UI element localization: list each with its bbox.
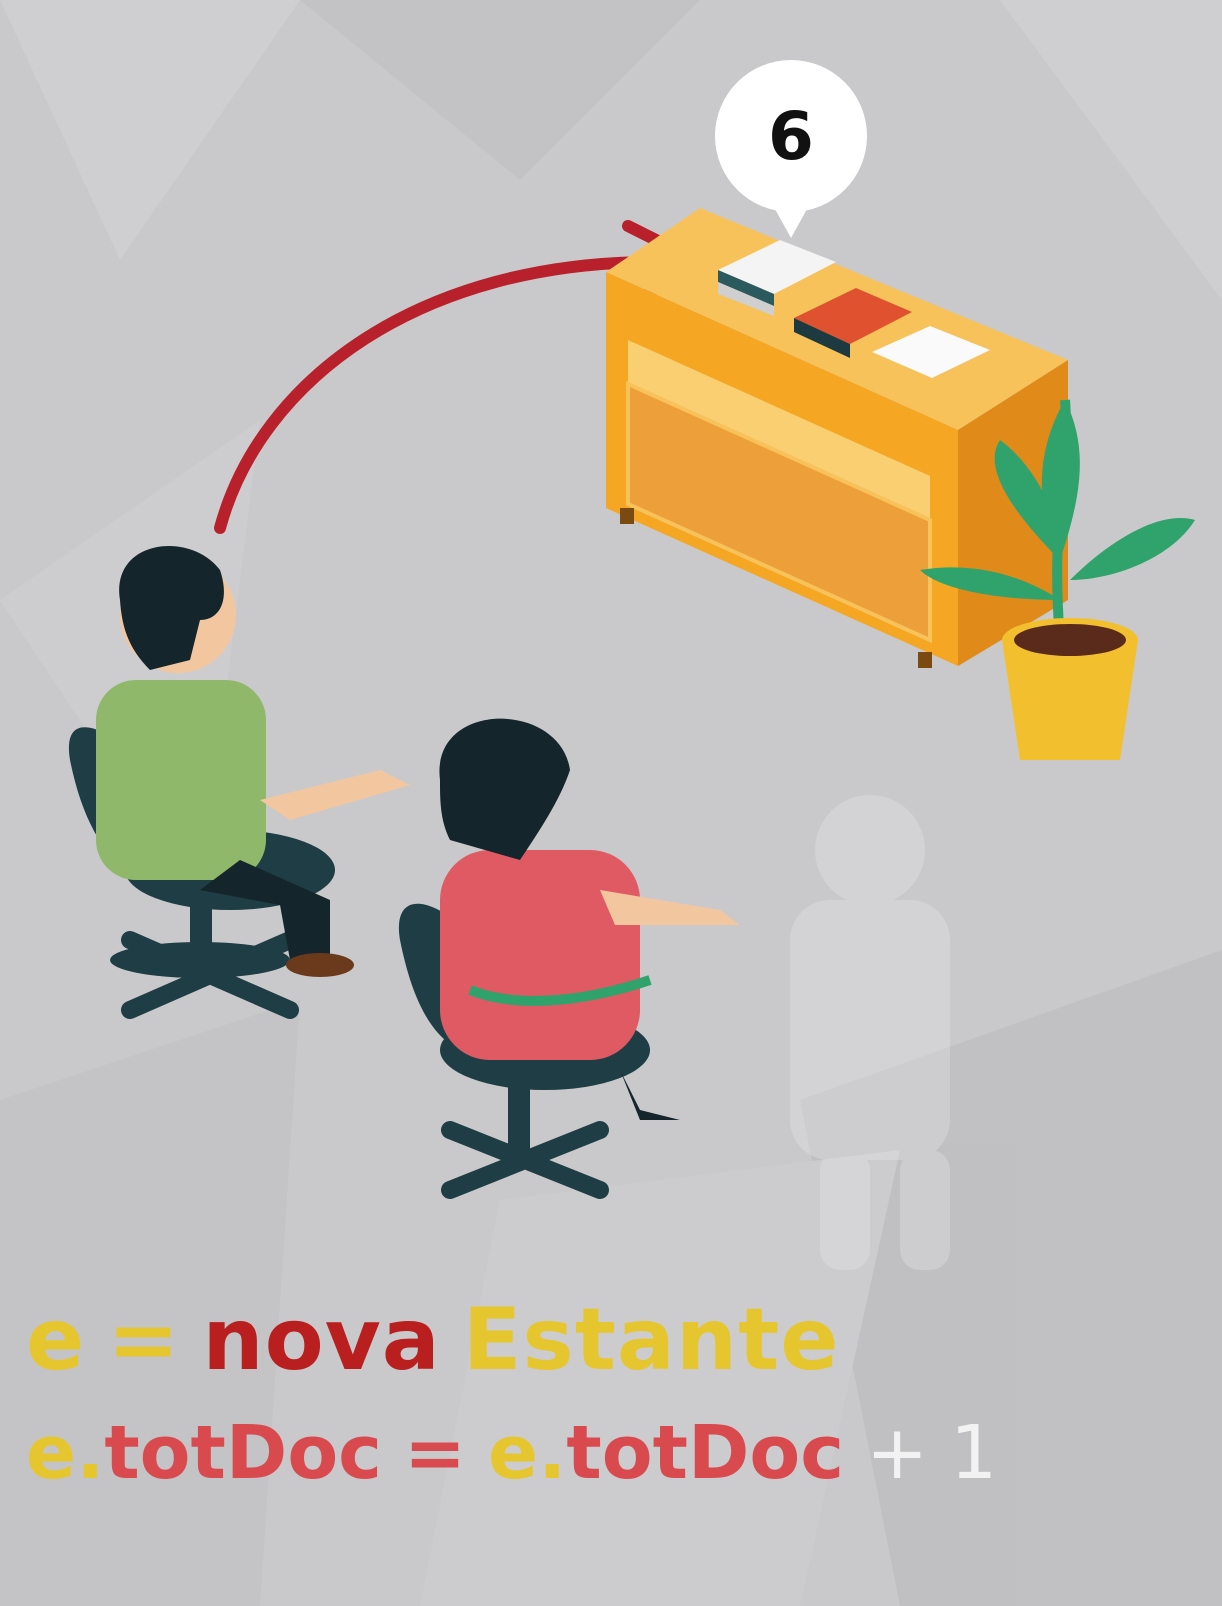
code-rhs-obj: e. [488,1410,567,1496]
code-keyword-nova: nova [202,1290,441,1390]
code-type-estante: Estante [462,1290,840,1390]
code-var: e [26,1290,86,1390]
code-line-increment [26,1410,997,1496]
woman-seated-icon [399,719,740,1190]
counter-badge-value: 6 [768,98,814,175]
code-line-instantiation [26,1290,840,1390]
man-seated-icon [69,546,410,1010]
code-rhs-attr: totDoc [566,1410,845,1496]
code-lhs-obj: e. [26,1410,105,1496]
code-lhs-attr: totDoc [104,1410,383,1496]
code-one: 1 [950,1410,998,1496]
desk-icon [606,208,1068,668]
code-assign-op-2: = [404,1410,467,1496]
code-plus-op: + [866,1410,929,1496]
code-assign-op: = [107,1290,181,1390]
